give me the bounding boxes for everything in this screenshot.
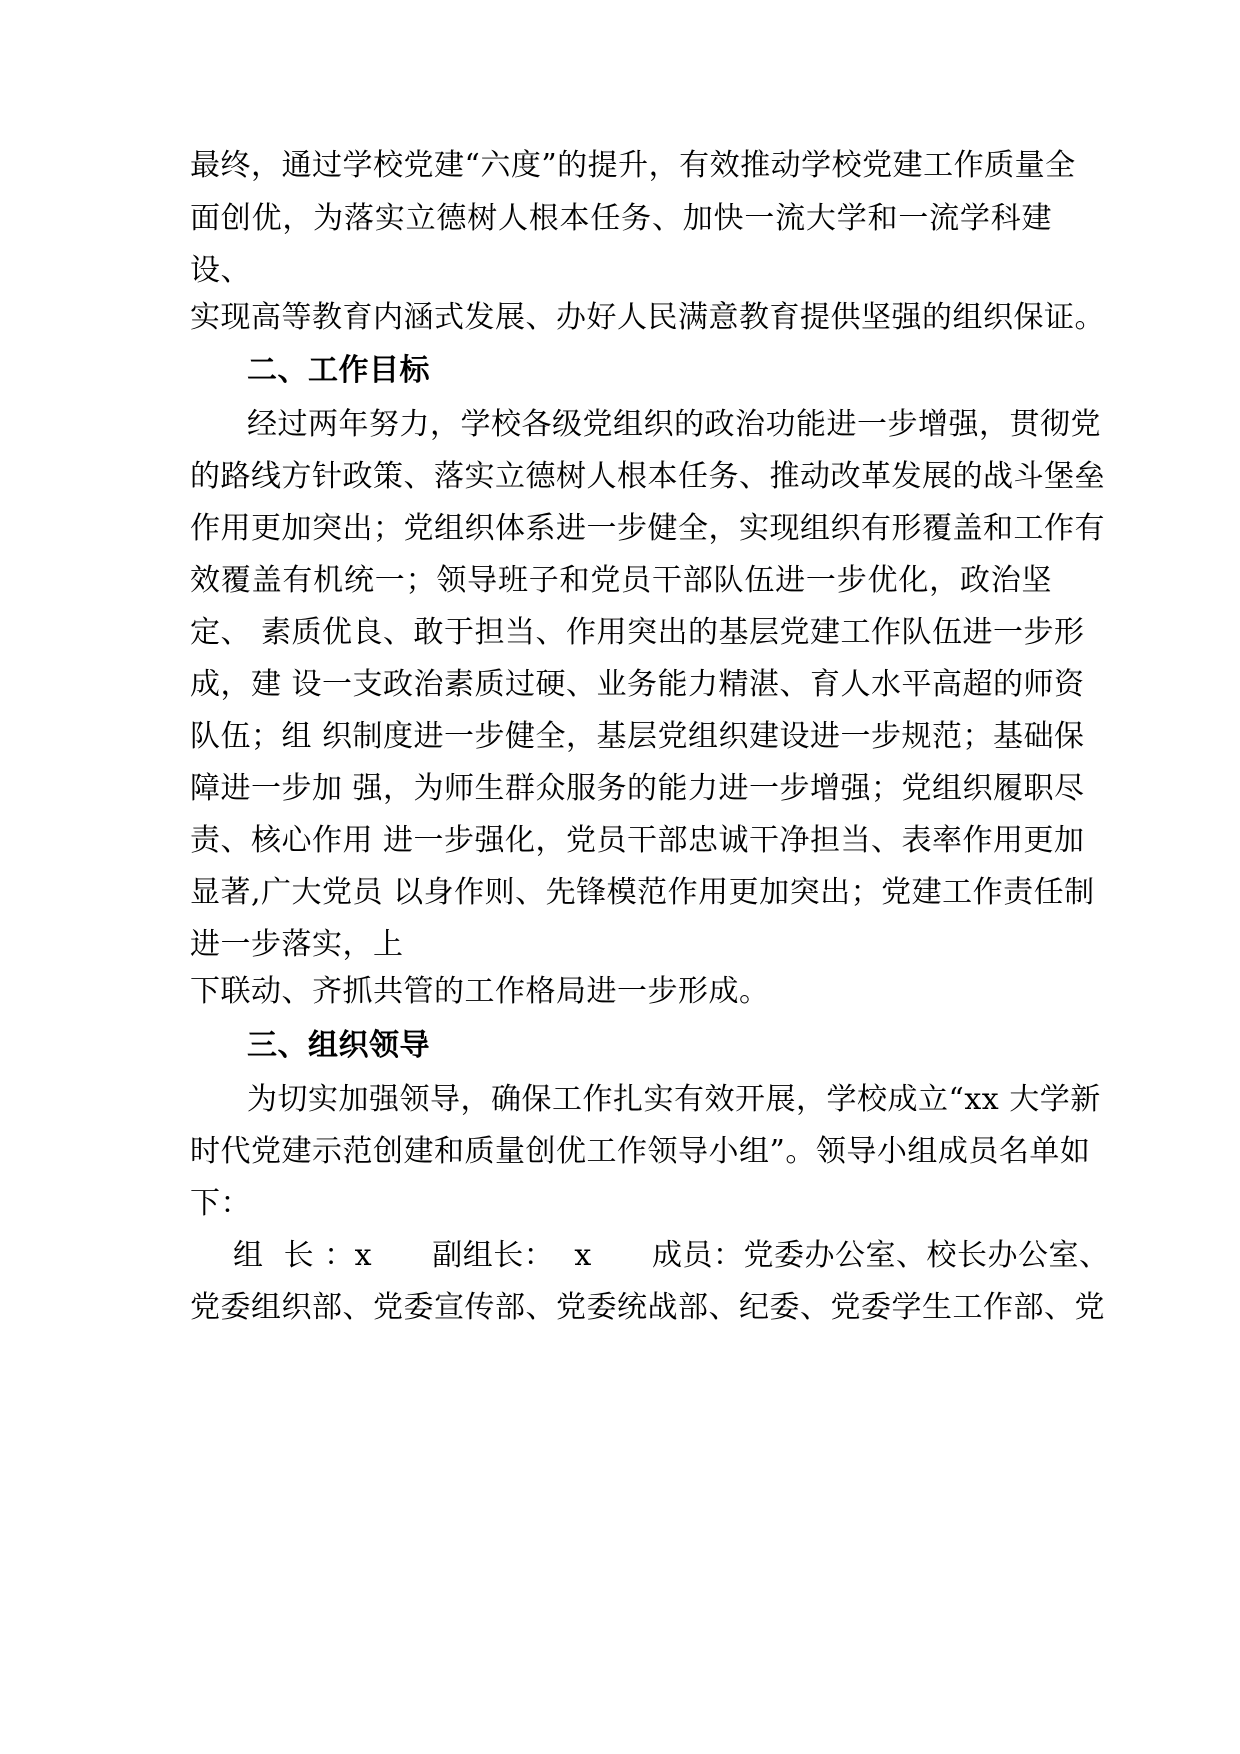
section2-line-9: 责、核心作用 进一步强化，党员干部忠诚干净担当、表率作用更加 xyxy=(190,823,1085,858)
section-heading-work-goals: 二、工作目标 xyxy=(247,353,430,388)
section3-line-2: 时代党建示范创建和质量创优工作领导小组”。领导小组成员名单如 xyxy=(190,1134,1091,1169)
intro-line-3: 设、 xyxy=(190,253,251,288)
section2-line-5: 定、 素质优良、敢于担当、作用突出的基层党建工作队伍进一步形 xyxy=(190,615,1085,650)
section2-line-3: 作用更加突出；党组织体系进一步健全，实现组织有形覆盖和工作有 xyxy=(190,511,1105,546)
section2-line-12: 下联动、齐抓共管的工作格局进一步形成。 xyxy=(190,974,770,1009)
section2-line-7: 队伍；组 织制度进一步健全，基层党组织建设进一步规范；基础保 xyxy=(190,719,1085,754)
section2-line-10: 显著,广大党员 以身作则、先锋模范作用更加突出；党建工作责任制 xyxy=(190,875,1095,910)
section2-line-4: 效覆盖有机统一；领导班子和党员干部队伍进一步优化，政治坚 xyxy=(190,563,1052,598)
section3-line-1: 为切实加强领导，确保工作扎实有效开展，学校成立“xx 大学新 xyxy=(247,1082,1101,1117)
intro-line-2: 面创优，为落实立德树人根本任务、加快一流大学和一流学科建 xyxy=(190,201,1052,236)
section2-line-8: 障进一步加 强，为师生群众服务的能力进一步增强；党组织履职尽 xyxy=(190,771,1085,806)
section2-line-6: 成，建 设一支政治素质过硬、业务能力精湛、育人水平高超的师资 xyxy=(190,667,1085,702)
section2-line-2: 的路线方针政策、落实立德树人根本任务、推动改革发展的战斗堡垒 xyxy=(190,459,1105,494)
intro-line-4: 实现高等教育内涵式发展、办好人民满意教育提供坚强的组织保证。 xyxy=(190,300,1105,335)
section3-last-line: 党委组织部、党委宣传部、党委统战部、纪委、党委学生工作部、党 xyxy=(190,1290,1105,1325)
leadership-members-line: 组 长 ：x 副组长： x 成员：党委办公室、校长办公室、 xyxy=(233,1238,1110,1273)
section2-line-11: 进一步落实，上 xyxy=(190,927,404,962)
section2-line-1: 经过两年努力，学校各级党组织的政治功能进一步增强，贯彻党 xyxy=(247,407,1101,442)
intro-line-1: 最终，通过学校党建“六度”的提升，有效推动学校党建工作质量全 xyxy=(190,148,1076,183)
section3-line-3: 下： xyxy=(190,1186,251,1221)
section-heading-organization-leadership: 三、组织领导 xyxy=(247,1028,430,1063)
